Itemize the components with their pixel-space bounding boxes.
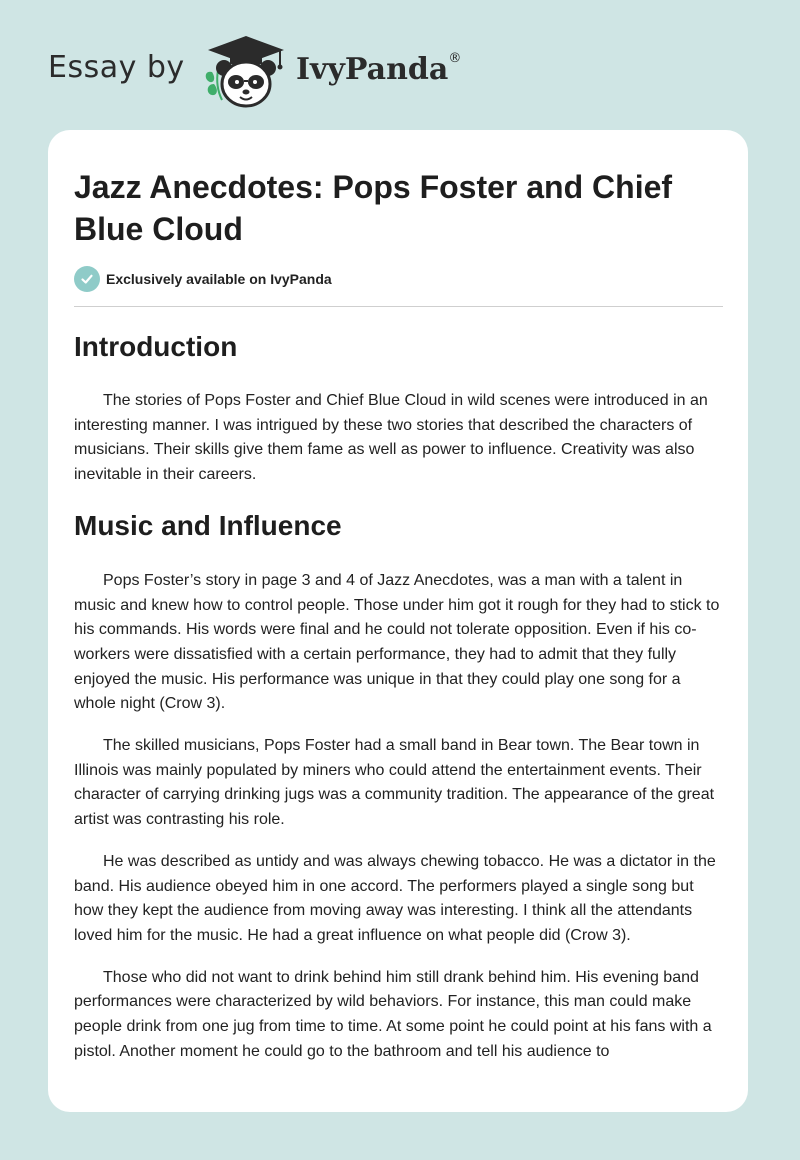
site-header	[0, 0, 800, 130]
exclusive-badge-label: Exclusively available on IvyPanda	[106, 271, 332, 287]
title-divider	[74, 306, 723, 307]
exclusive-badge	[74, 265, 723, 293]
essay-content	[74, 166, 723, 1064]
paragraph: The skilled musicians, Pops Foster had a small band in Bear town. The Bear town in Illinois was mainly populated by miners who could attend the entertainment events. Their character of carrying drinking jugs was a community tradition. The appearance of the great artist was contrasting his role.	[74, 737, 715, 829]
essay-title: Jazz Anecdotes: Pops Foster and Chief Blue Cloud	[74, 169, 673, 247]
paragraph: The stories of Pops Foster and Chief Blue Cloud in wild scenes were introduced in an interesting manner. I was intrigued by these two stories that described the characters of musicians. Their skills give them fame as well as power to influence. Creativity was also inevitable in their careers.	[74, 392, 708, 484]
essay-by-label: Essay by	[48, 50, 185, 85]
paragraph: He was described as untidy and was always chewing tobacco. He was a dictator in the band. His audience obeyed him in one accord. The performers played a single song but how they kept the audience from moving away was interesting. I think all the attendants loved him for the music. He had a great influence on what people did (Crow 3).	[74, 852, 716, 944]
registered-mark: ®	[448, 51, 462, 66]
section-heading-music-and-influence: Music and Influence	[74, 509, 342, 541]
section-heading-introduction: Introduction	[74, 331, 238, 362]
brand-name[interactable]: IvyPanda®	[296, 51, 462, 87]
paragraph: Pops Foster’s story in page 3 and 4 of Jazz Anecdotes, was a man with a talent in music and knew how to control people. Those under him got it rough for they had to stick to his commands. His words were final and he could not tolerate opposition. Even if his co-workers were dissatisfied with a certain performance, they had to admit that they fully enjoyed the music. His performance was unique in that they could play one song for a whole night (Crow 3).	[74, 571, 720, 713]
essay-card	[48, 130, 748, 1112]
paragraph: Those who did not want to drink behind him still drank behind him. His evening band performances were characterized by wild behaviors. For instance, this man could make people drink from one jug from time to time. At some point he could point at his fans with a pistol. Another moment he could go to the bathroom and tell his audience to	[74, 968, 712, 1060]
checkmark-icon	[74, 266, 100, 292]
panda-logo-icon[interactable]	[200, 34, 292, 110]
